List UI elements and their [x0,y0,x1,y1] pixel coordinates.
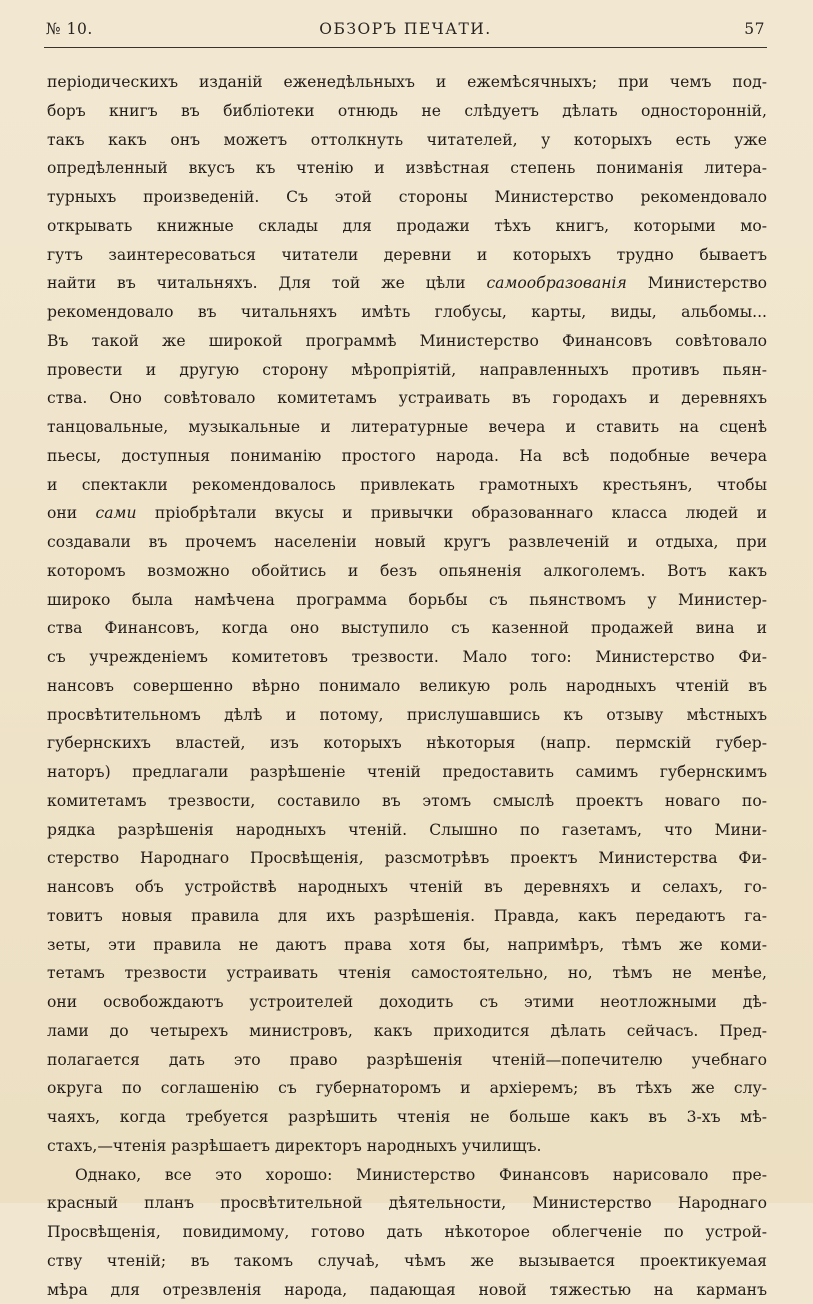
text-line: гутъ заинтересоваться читатели деревни и которыхъ трудно бываетъ [47,241,767,270]
text-line: которомъ возможно обойтись и безъ опьяненія алкоголемъ. Вотъ какъ [47,557,767,586]
text-line: красный планъ просвѣтительной дѣятельности, Министерство Народнаго [47,1189,767,1218]
text-line: зеты, эти правила не даютъ права хотя бы, напримѣръ, тѣмъ же коми- [47,931,767,960]
text-segment: найти въ читальняхъ. Для той же цѣли [47,274,486,292]
running-header [46,20,765,46]
text-line: открывать книжные склады для продажи тѣхъ книгъ, которыми мо- [47,212,767,241]
text-line: нансовъ объ устройствѣ народныхъ чтеній въ деревняхъ и селахъ, го- [47,873,767,902]
text-line: ства Финансовъ, когда оно выступило съ казенной продажей вина и [47,614,767,643]
text-segment: Министерство [627,274,767,292]
text-line: танцовальные, музыкальные и литературные вечера и ставить на сценѣ [47,413,767,442]
text-line: товитъ новыя правила для ихъ разрѣшенія. Правда, какъ передаютъ га- [47,902,767,931]
text-line: рекомендовало въ читальняхъ имѣть глобусы, карты, виды, альбомы... [47,298,767,327]
text-line: они освобождаютъ устроителей доходить съ этими неотложными дѣ- [47,988,767,1017]
text-line: пьесы, доступныя пониманію простого народа. На всѣ подобные вечера [47,442,767,471]
page-number: 57 [744,20,765,38]
text-line: создавали въ прочемъ населеніи новый кругъ развлеченій и отдыха, при [47,528,767,557]
text-line: комитетамъ трезвости, составило въ этомъ смыслѣ проектъ новаго по- [47,787,767,816]
text-line: Однако, все это хорошо: Министерство Финансовъ нарисовало пре- [47,1161,767,1190]
text-line: провести и другую сторону мѣропріятій, направленныхъ противъ пьян- [47,356,767,385]
italic-emphasis: сами [96,504,137,522]
text-line: стахъ,—чтенія разрѣшаетъ директоръ народныхъ училищъ. [47,1132,767,1161]
text-line: ства. Оно совѣтовало комитетамъ устраивать въ городахъ и деревняхъ [47,384,767,413]
text-line: съ учрежденіемъ комитетовъ трезвости. Мало того: Министерство Фи- [47,643,767,672]
issue-number: № 10. [46,20,93,38]
text-line: просвѣтительномъ дѣлѣ и потому, прислушавшись къ отзыву мѣстныхъ [47,701,767,730]
text-line [47,499,767,528]
text-line: и спектакли рекомендовалось привлекать грамотныхъ крестьянъ, чтобы [47,471,767,500]
text-line: губернскихъ властей, изъ которыхъ нѣкоторыя (напр. пермскій губер- [47,729,767,758]
text-line: Просвѣщенія, повидимому, готово дать нѣкоторое облегченіе по устрой- [47,1218,767,1247]
text-line: періодическихъ изданій еженедѣльныхъ и ежемѣсячныхъ; при чемъ под- [47,68,767,97]
body-text [47,68,767,1304]
text-line: мѣра для отрезвленія народа, падающая новой тяжестью на карманъ [47,1276,767,1304]
text-line: чаяхъ, когда требуется разрѣшить чтенія не больше какъ въ 3-хъ мѣ- [47,1103,767,1132]
text-line: лами до четырехъ министровъ, какъ приходится дѣлать сейчасъ. Пред- [47,1017,767,1046]
text-line: опредѣленный вкусъ къ чтенію и извѣстная степень пониманія литера- [47,154,767,183]
text-line: стерство Народнаго Просвѣщенія, разсмотрѣвъ проектъ Министерства Фи- [47,844,767,873]
text-line: боръ книгъ въ библіотеки отнюдь не слѣдуетъ дѣлать односторонній, [47,97,767,126]
text-line: наторъ) предлагали разрѣшеніе чтеній предоставить самимъ губернскимъ [47,758,767,787]
text-segment: пріобрѣтали вкусы и привычки образованнаго класса людей и [137,504,767,522]
text-line: ству чтеній; въ такомъ случаѣ, чѣмъ же вызывается проектикуемая [47,1247,767,1276]
text-line: турныхъ произведеній. Съ этой стороны Министерство рекомендовало [47,183,767,212]
header-rule [44,47,767,48]
italic-emphasis: самообразованія [486,274,626,292]
running-title: ОБЗОРЪ ПЕЧАТИ. [46,20,765,38]
text-line: Въ такой же широкой программѣ Министерство Финансовъ совѣтовало [47,327,767,356]
text-line: полагается дать это право разрѣшенія чтеній—попечителю учебнаго [47,1046,767,1075]
text-line: тетамъ трезвости устраивать чтенія самостоятельно, но, тѣмъ не менѣе, [47,959,767,988]
text-line: округа по соглашенію съ губернаторомъ и архіеремъ; въ тѣхъ же слу- [47,1074,767,1103]
text-line: нансовъ совершенно вѣрно понимало великую роль народныхъ чтеній въ [47,672,767,701]
text-line: широко была намѣчена программа борьбы съ пьянствомъ у Министер- [47,586,767,615]
text-line [47,269,767,298]
text-line: такъ какъ онъ можетъ оттолкнуть читателей, у которыхъ есть уже [47,126,767,155]
text-line: рядка разрѣшенія народныхъ чтеній. Слышно по газетамъ, что Мини- [47,816,767,845]
text-segment: они [47,504,96,522]
